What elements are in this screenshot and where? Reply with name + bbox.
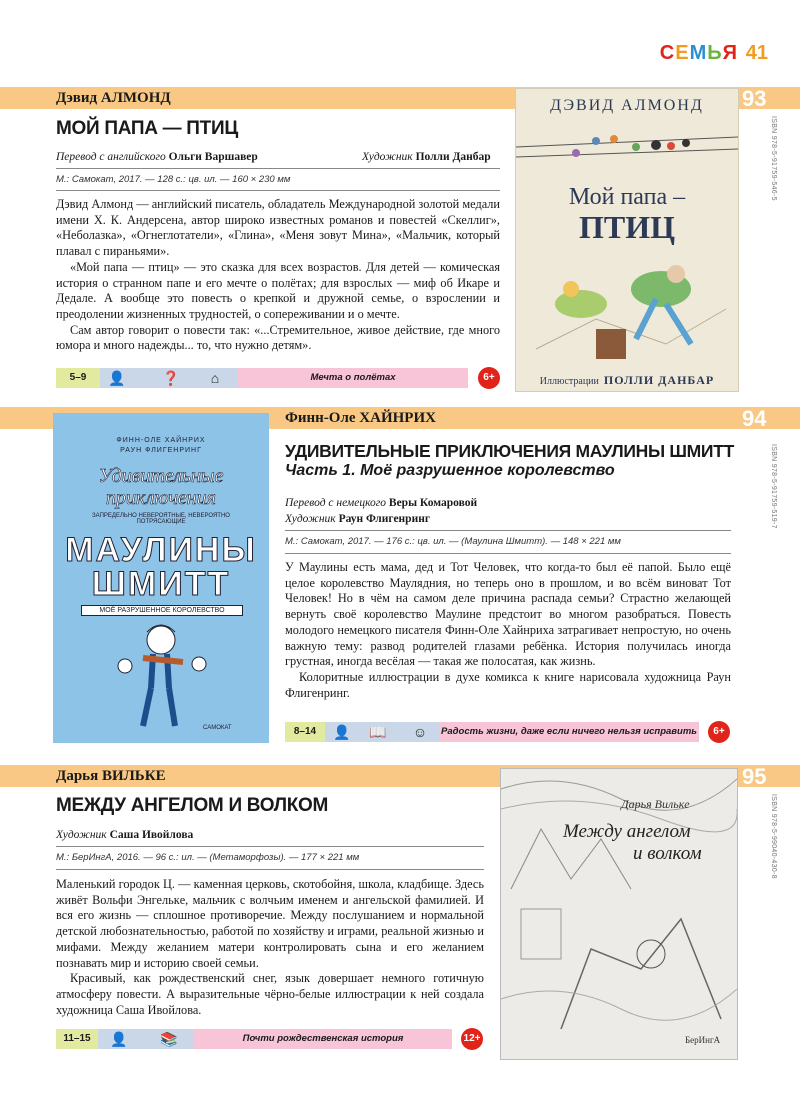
icon-strip [325,722,439,742]
cover-illustrator: РАУН ФЛИГЕНРИНГ [120,447,202,454]
page-number: 41 [745,42,768,64]
isbn: ISBN 978-5-91759-519-7 [770,444,777,529]
cover-author: Дарья Вилькe [621,797,690,811]
paragraph: Дэвид Алмонд — английский писатель, обладатель Международной золотой медали имени Х. К. Андерсена, автор широко известных романов и повестей «Скеллиг», «Неболазка», «Огнеглотатели», «Глина», «Меня зовут Мина», «Мальчик, который плавал с пираньями». [56,197,500,259]
cover-title1: МАУЛИНЫ [65,531,257,569]
father-child-illustration [516,249,738,364]
theme-tag: Почти рождественская история [194,1029,452,1049]
book-title: УДИВИТЕЛЬНЫЕ ПРИКЛЮЧЕНИЯ МАУЛИНЫ ШМИТТ [285,441,734,461]
paragraph: Колоритные иллюстрации в духе комикса к книге нарисовала художница Раун Флигенринг. [285,669,731,700]
book-cover [515,88,739,392]
book-subtitle: Часть 1. Моё разрушенное королевство [285,462,615,479]
publication-info: М.: Самокат, 2017. — 176 с.: цв. ил. — (Маулина Шмитт). — 148 × 221 мм [285,536,621,547]
theme-tag: Мечта о полётах [238,368,468,388]
question-icon: ❓ [162,370,180,386]
smiley-icon: ☺ [412,724,428,740]
divider [285,553,731,554]
cover-line1: Удивительные [98,465,224,487]
paragraph: Маленький городок Ц. — каменная церковь, скотобойня, школа, кладбище. Здесь живёт Вольфи Энгелькe, мальчик с волчьим именем и ангельской фамилией. И вся его жизнь — сплошное противоречие. Между послушанием и нормальной детской любознательностью, работой по хозяйству и играми, реальной жизнью и мифами. Между желанием матери контролировать сына и его желанием познавать мир и историю своей семьи. [56,877,484,970]
book-number: 93 [742,86,767,111]
divider [285,530,731,531]
logo-letter: М [689,42,708,64]
divider [56,869,484,870]
age-rating-badge: 6+ [708,721,730,743]
book-title: МЕЖДУ АНГЕЛОМ И ВОЛКОМ [56,795,329,816]
cover-illustrator: Иллюстрации ПОЛЛИ ДАНБАР [539,373,715,387]
book-number: 94 [742,406,767,431]
age-rating-badge: 6+ [478,367,500,389]
logo-letter: Е [675,42,690,64]
paragraph: Сам автор говорит о повести так: «...Стремительное, живое действие, где много юмора и много надежды... то, что нужно детям». [56,322,500,353]
book-number: 95 [742,764,767,789]
book-description [285,560,731,701]
cover-publisher: БерИнгА [685,1035,721,1045]
reading-icon: 📚 [160,1031,178,1047]
house-icon: ⌂ [210,370,220,386]
age-range-tag: 11–15 [56,1029,98,1049]
isbn: ISBN 978-5-91759-546-5 [770,116,777,201]
paragraph: «Мой папа — птиц» — это сказка для всех возрастов. Для детей — комическая история о странном папе и его мечте о полётах; для взрослых — миф об Икаре и Дедале. А вообще это повесть о крепкой и дружной семье, о взрослении и преодолении жизненных трудностей, о сопереживании и о мечте. [56,259,500,321]
cover-title1: Между ангелом [563,821,691,842]
paragraph: Красивый, как рождественский снег, язык довершает немного готичную атмосферу повести. А выразительные чёрно-белые иллюстрации к ней создала художница Саша Ивойлова. [56,971,484,1017]
author-name: Финн-Оле ХАЙНРИХ [285,410,436,426]
person-icon: 👤 [108,370,126,386]
logo-letter: Ь [707,42,723,64]
person-icon: 👤 [110,1031,128,1047]
engraving-illustration [501,769,737,1059]
icon-strip [100,368,238,388]
magazine-logo [660,42,738,65]
publication-info: М.: Самокат, 2017. — 128 с.: цв. ил. — 160 × 230 мм [56,174,291,185]
author-name: Дарья ВИЛЬКЕ [56,768,166,784]
cover-publisher: САМОКАТ [203,725,232,731]
book-description [56,197,500,354]
divider [56,846,484,847]
age-range-tag: 5–9 [56,368,100,388]
cover-subtitle: МОЁ РАЗРУШЕННОЕ КОРОЛЕВСТВО [81,605,243,616]
author-name: Дэвид АЛМОНД [56,90,171,106]
icon-strip [98,1029,194,1049]
divider [56,168,500,169]
person-icon: 👤 [333,724,351,740]
book-description [56,877,484,1018]
book-title: МОЙ ПАПА — ПТИЦ [56,118,238,139]
book-cover [500,768,738,1060]
logo-letter: С [659,42,676,64]
theme-tag: Радость жизни, даже если ничего нельзя исправить [439,722,699,742]
divider [56,190,500,191]
cover-line2: приключения [106,487,216,509]
artist-credit: Художник Полли Данбар [362,151,491,163]
age-range-tag: 8–14 [285,722,325,742]
cover-title2: и волком [633,843,702,864]
isbn: ISBN 978-5-99040-430-8 [770,794,777,879]
artist-credit: Художник Раун Флигенринг [285,513,431,525]
age-rating-badge: 12+ [461,1028,483,1050]
cover-author: ФИНН-ОЛЕ ХАЙНРИХ [116,437,206,444]
cover-title-line2: ПТИЦ [578,209,675,245]
cover-author: ДЭВИД АЛМОНД [550,97,704,114]
cover-title2: ШМИТТ [91,565,231,603]
book-cover [53,413,269,743]
publication-info: М.: БерИнгА, 2016. — 96 с.: ил. — (Метаморфозы). — 177 × 221 мм [56,852,360,863]
translator-credit: Перевод с английского Ольги Варшавер [56,151,258,163]
logo-letter: Я [722,42,738,64]
paragraph: У Маулины есть мама, дед и Тот Человек, что когда-то был её папой. Было ещё целое королевство Маулядния, но теперь оно в прошлом, и во всём виноват Тот Человек! Но в чём на самом деле причина распада семьи? Страстно желающей вернуть своё королевство Маулине предстоит во многом разобраться. Повесть молодого немецкого писателя Финн-Оле Хайнриха затрагивает непростую, но очень важную тему: развод родителей глазами ребёнка. История получилась иногда грустная, иногда весёлая — такая же полосатая, как жизнь. [285,560,731,669]
book-reader-icon: 📖 [369,724,387,740]
translator-credit: Перевод с немецкого Веры Комаровой [285,497,478,509]
girl-illustration [103,618,223,738]
cover-title-line1: Мой папа – [568,184,686,210]
artist-credit: Художник Саша Ивойлова [56,829,194,841]
cover-blurb: ЗАПРЕДЕЛЬНО НЕВЕРОЯТНЫЕ, НЕВЕРОЯТНО ПОТРЯСАЮЩИЕ [92,513,230,525]
